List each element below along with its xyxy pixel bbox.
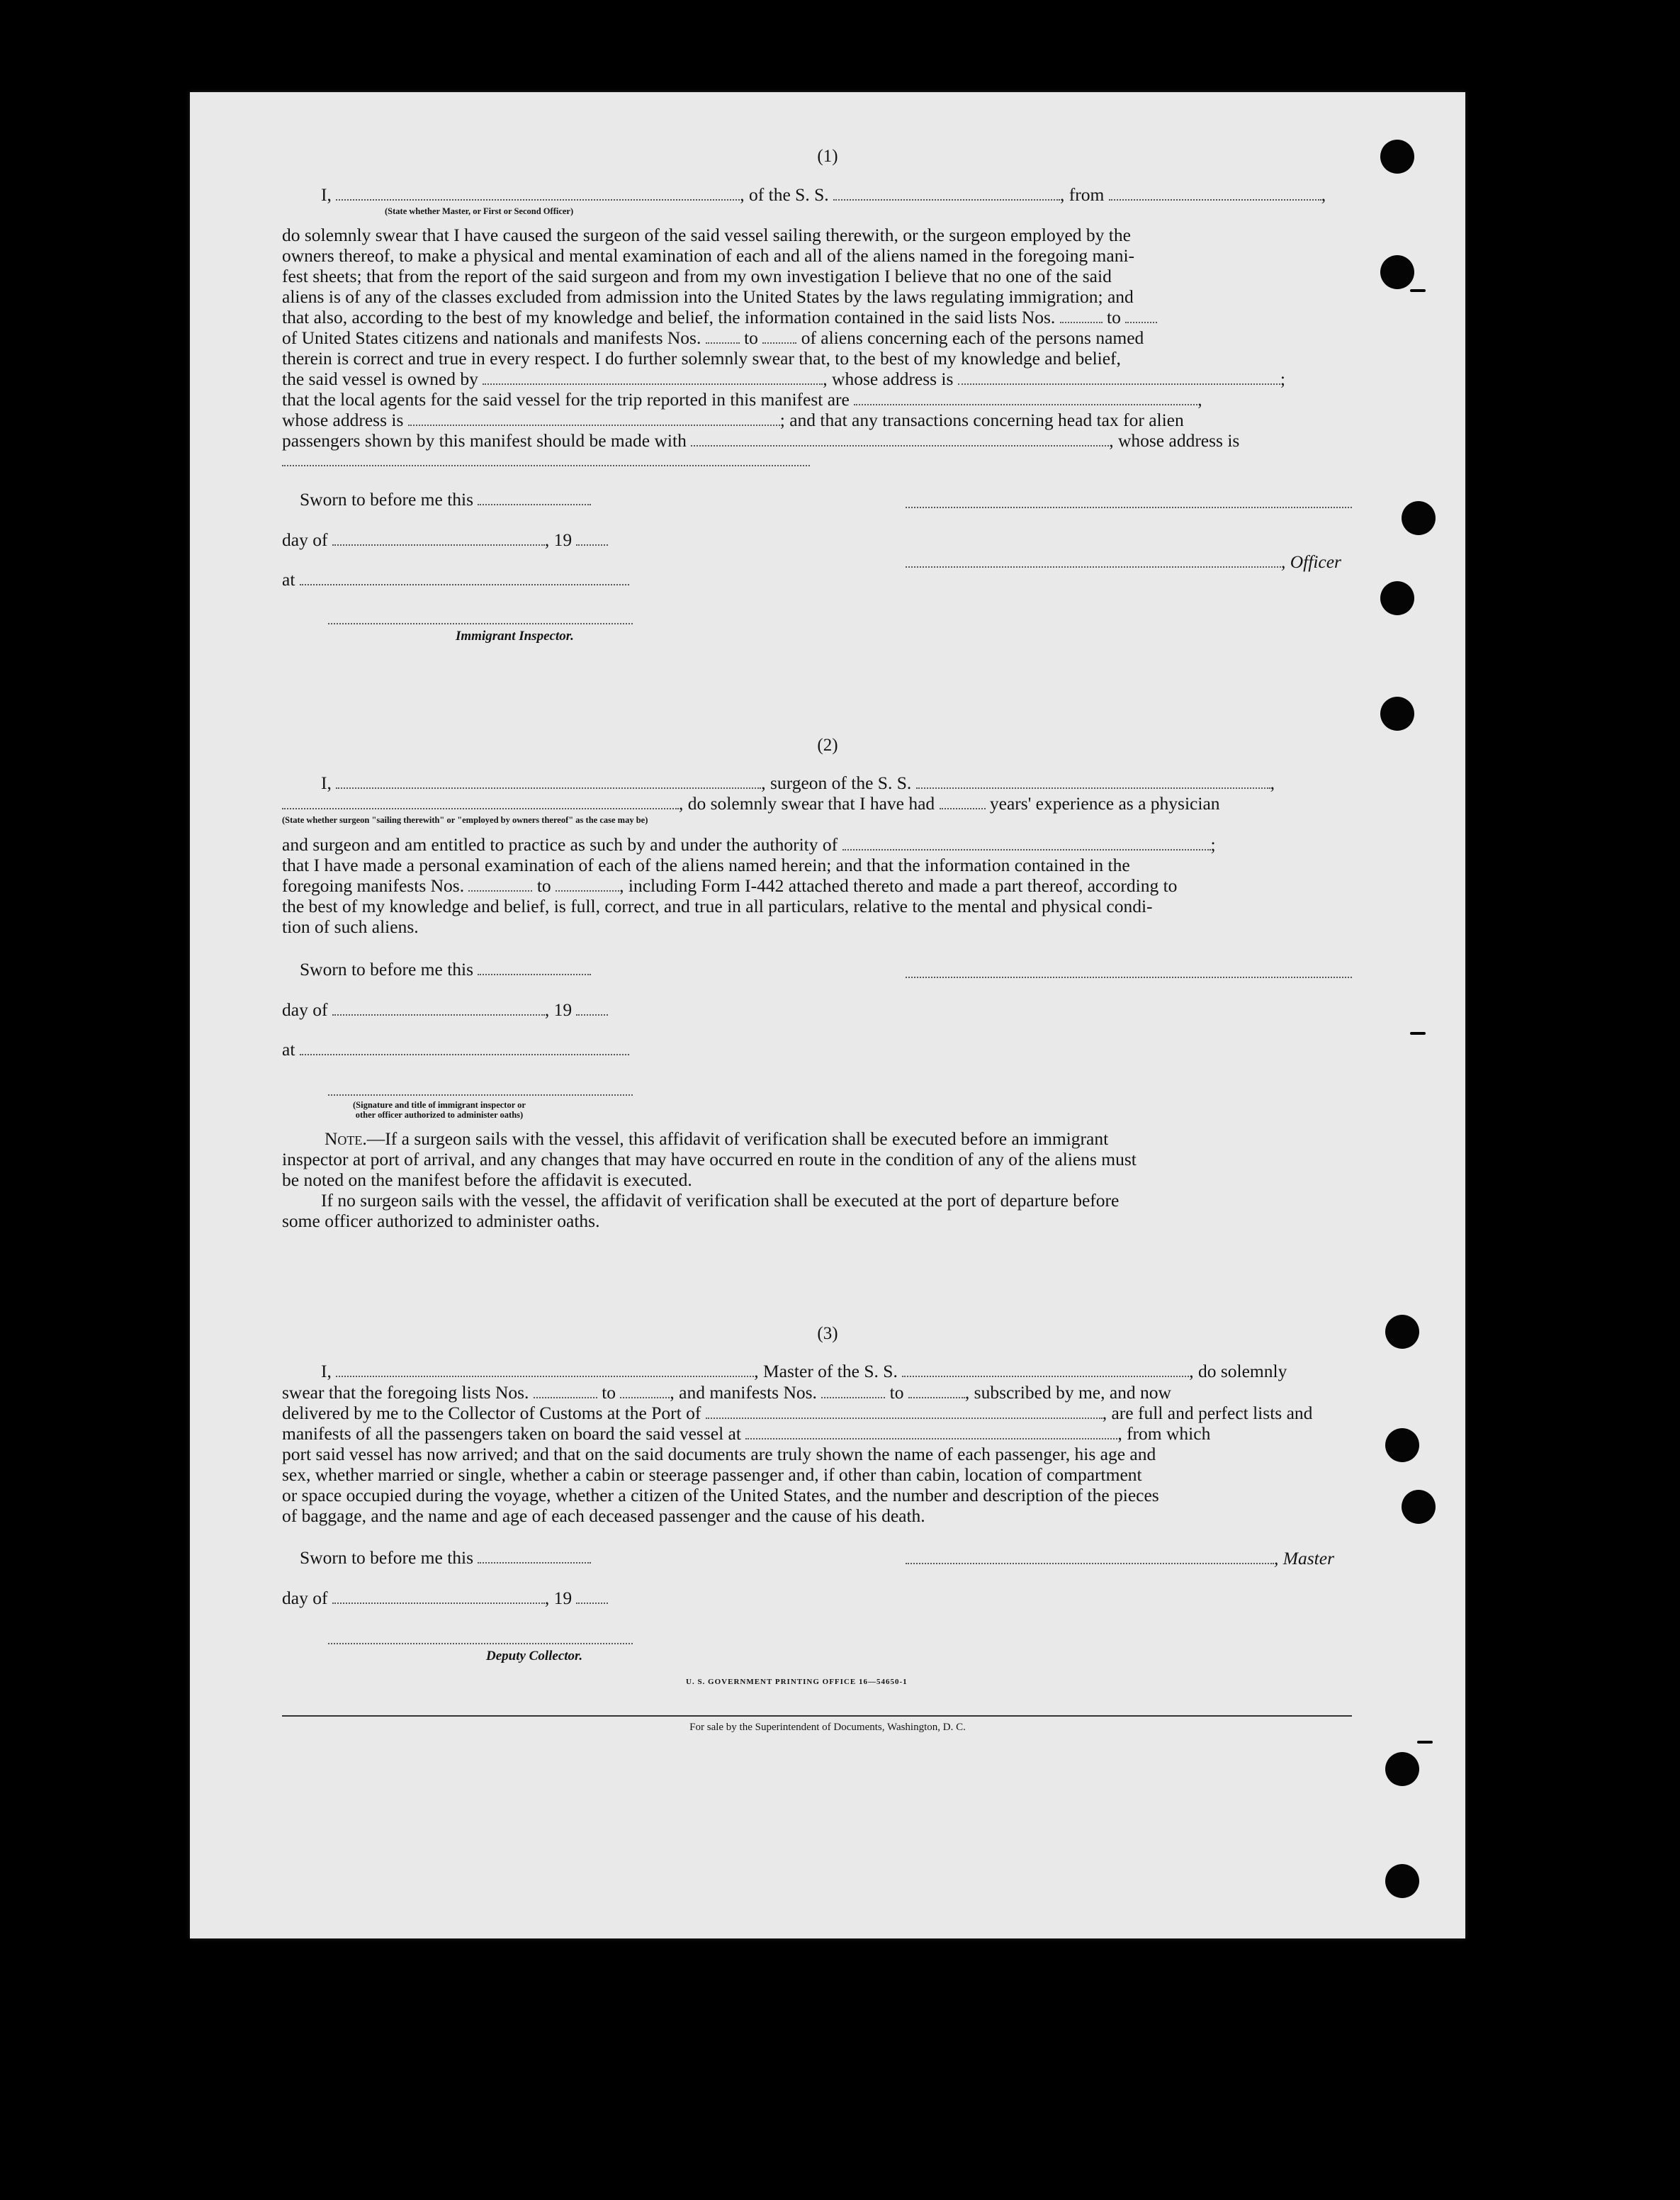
manifests-from-blank[interactable] [706,338,740,344]
punch-hole [1385,1864,1419,1898]
affidavit-3-body [282,1382,1352,1526]
year-blank-2[interactable] [576,1010,608,1016]
verification-note [282,1128,1352,1231]
punch-hole [1380,140,1414,174]
surgeon-status-blank[interactable] [282,804,679,809]
punch-hole [1385,1428,1419,1462]
note-line: some officer authorized to administer oaths. [282,1211,600,1231]
sworn-line-1 [300,489,591,510]
text-at: at [282,1039,295,1060]
body-line [282,327,1352,348]
collector-signature-blank[interactable] [328,1643,633,1644]
body-text: manifests of all the passengers taken on board the said vessel at [282,1423,741,1444]
text-sworn: Sworn to before me this [300,489,474,510]
body-text: , from which [1117,1423,1211,1444]
owner-address-blank[interactable] [958,379,1280,385]
manifests-to-blank-2[interactable] [556,886,619,892]
body-text: delivered by me to the Collector of Customs at the Port of [282,1403,701,1423]
body-line [282,1382,1352,1403]
lists-to-blank[interactable] [1125,318,1157,323]
text-at: at [282,569,295,590]
text-to: to [602,1382,616,1403]
body-line [282,410,1352,430]
text-year: , 19 [544,529,573,550]
officer-caption: , Officer [1281,551,1341,572]
punch-hole [1380,255,1414,289]
body-line [282,834,1352,855]
master-signature-blank[interactable] [906,1559,1274,1564]
body-text: , are full and perfect lists and [1102,1403,1313,1423]
text-master-of: , Master of the S. S. [754,1361,898,1381]
at-line-2 [282,1039,629,1060]
body-text: foregoing manifests Nos. [282,875,465,896]
embark-port-blank[interactable] [745,1434,1117,1439]
text-year: , 19 [544,1588,573,1608]
affidavit-1-line1 [321,184,1326,206]
body-line [282,1423,1352,1444]
text-i: I, [321,1361,332,1381]
note-text: —If a surgeon sails with the vessel, this affidavit of verification shall be executed before an immigrant [366,1128,1109,1149]
note-line: (Signature and title of immigrant inspector or [353,1100,526,1110]
edge-mark [1410,1032,1426,1035]
body-line: the best of my knowledge and belief, is full, correct, and true in all particulars, relative to the mental and physical condi- [282,896,1153,916]
signature-note-2 [353,1100,526,1120]
inspector-signature-blank[interactable] [328,623,633,624]
edge-mark [1417,1741,1433,1744]
sworn-line-3 [300,1547,591,1568]
sworn-day-blank[interactable] [478,500,591,505]
owner-blank[interactable] [483,379,823,385]
head-tax-agent-blank[interactable] [691,441,1109,447]
sworn-day-blank-3[interactable] [478,1558,591,1564]
section-number-3: (3) [817,1324,838,1343]
vessel-name-blank[interactable] [833,195,1060,201]
month-blank[interactable] [332,540,545,546]
day-of-line-2 [282,999,608,1021]
punch-hole [1380,581,1414,615]
body-text: years' experience as a physician [989,793,1220,814]
body-line: owners thereof, to make a physical and mental examination of each and all of the aliens named in the foregoing mani- [282,245,1135,266]
port-from-blank[interactable] [1109,195,1321,201]
body-line: of baggage, and the name and age of each deceased passenger and the cause of his death. [282,1505,925,1526]
body-text: of aliens concerning each of the persons named [801,327,1144,348]
body-text: , subscribed by me, and now [964,1382,1171,1403]
punch-hole [1385,1752,1419,1786]
text-sworn: Sworn to before me this [300,1547,474,1568]
lists-from-blank-3[interactable] [534,1393,597,1398]
section-number-1: (1) [817,147,838,166]
body-line [282,430,1352,451]
body-line: do solemnly swear that I have caused the surgeon of the said vessel sailing therewith, or the surgeon employed by the [282,225,1131,245]
body-line: fest sheets; that from the report of the said surgeon and from my own investigation I believe that no one of the said [282,266,1112,286]
text-comma: , [1197,389,1202,410]
body-line: sex, whether married or single, whether a cabin or steerage passenger and, if other than cabin, location of compartment [282,1464,1142,1485]
deputy-collector-caption: Deputy Collector. [486,1649,583,1663]
text-day-of: day of [282,1588,328,1608]
text-i: I, [321,773,332,793]
punch-hole [1402,501,1436,535]
text-to: to [889,1382,904,1403]
note-line: If no surgeon sails with the vessel, the affidavit of verification shall be executed at the port of departure before [321,1190,1120,1211]
note-line: other officer authorized to administer oaths) [355,1110,524,1120]
body-line: aliens is of any of the classes excluded from admission into the United States by the laws regulating immigration; and [282,286,1134,307]
punch-hole [1402,1490,1436,1524]
vessel-name-blank-3[interactable] [902,1371,1189,1377]
text-from: , from [1060,184,1105,205]
master-name-blank[interactable] [336,195,740,201]
master-signature-line [906,1548,1334,1569]
body-line [282,875,1352,896]
note-label: Note. [325,1128,367,1149]
body-text: passengers shown by this manifest should be made with [282,430,687,451]
lists-from-blank[interactable] [1060,318,1103,323]
text-comma: , [1321,184,1326,205]
master-caption: , Master [1274,1548,1334,1568]
body-text: the said vessel is owned by [282,369,478,389]
vessel-name-blank-2[interactable] [916,783,1270,789]
manifests-from-blank-3[interactable] [821,1393,885,1398]
body-text: of United States citizens and nationals and manifests Nos. [282,327,701,348]
body-line [282,389,1352,410]
affidavit-1-body [282,225,1352,451]
body-line [282,369,1352,389]
surgeon-name-blank[interactable] [336,783,761,789]
lists-to-blank-3[interactable] [620,1393,670,1398]
manifests-to-blank[interactable] [762,338,796,344]
body-text: swear that the foregoing lists Nos. [282,1382,529,1403]
day-of-line-1 [282,529,608,551]
body-text: that also, according to the best of my knowledge and belief, the information contained in the said lists Nos. [282,307,1056,327]
edge-mark [1410,289,1426,292]
text-do-solemnly: , do solemnly [1189,1361,1287,1381]
year-blank-3[interactable] [576,1598,608,1604]
body-text: , whose address is [823,369,954,389]
years-blank[interactable] [940,804,986,809]
footer-text: For sale by the Superintendent of Documents, Washington, D. C. [689,1722,966,1733]
punch-hole [1385,1315,1419,1349]
immigrant-inspector-caption: Immigrant Inspector. [456,629,574,644]
text-of-the-ss: , of the S. S. [740,184,829,205]
note-line [282,1128,1352,1149]
affidavit-1-line1-note: (State whether Master, or First or Second Officer) [385,206,574,216]
month-blank-3[interactable] [332,1598,545,1604]
agents-address-blank[interactable] [408,420,780,426]
form-page [190,92,1465,1938]
body-text: and surgeon and am entitled to practice as such by and under the authority of [282,834,838,855]
body-text: whose address is [282,410,404,430]
body-text: ; and that any transactions concerning head tax for alien [779,410,1184,430]
officer-signature-blank[interactable] [906,562,1281,568]
printing-office-imprint: U. S. GOVERNMENT PRINTING OFFICE 16—54650-1 [686,1678,908,1686]
place-blank-2[interactable] [300,1050,629,1055]
text-surgeon-of: , surgeon of the S. S. [761,773,912,793]
officer-line [906,551,1341,573]
note-line: be noted on the manifest before the affidavit is executed. [282,1169,692,1190]
at-line-1 [282,569,629,590]
text-year: , 19 [544,999,573,1020]
master-name-blank-3[interactable] [336,1371,754,1377]
day-of-line-3 [282,1588,608,1609]
body-line: port said vessel has now arrived; and that on the said documents are truly shown the name of each passenger, his age and [282,1444,1156,1464]
note-line: inspector at port of arrival, and any changes that may have occurred en route in the condition of any of the aliens must [282,1149,1137,1169]
place-blank[interactable] [300,580,629,585]
body-text: that the local agents for the said vessel for the trip reported in this manifest are [282,389,850,410]
surgeon-signature-blank[interactable] [906,977,1352,978]
text-to: to [1107,307,1121,327]
text-day-of: day of [282,999,328,1020]
body-line: therein is correct and true in every respect. I do further solemnly swear that, to the best of my knowledge and belief, [282,348,1121,369]
text-i: I, [321,184,332,205]
port-blank[interactable] [706,1413,1103,1419]
manifests-from-blank-2[interactable] [468,886,532,892]
affidavit-3-line1 [321,1361,1287,1382]
body-line: or space occupied during the voyage, whether a citizen of the United States, and the number and description of the pieces [282,1485,1159,1505]
text-semicolon: ; [1280,369,1285,389]
body-line: that I have made a personal examination of each of the aliens named herein; and that the information contained in the [282,855,1130,875]
affidavit-2-body [282,834,1352,937]
affidavit-2-line2-note: (State whether surgeon "sailing therewith" or "employed by owners thereof" as the case may be) [282,815,648,825]
manifests-to-blank-3[interactable] [908,1393,965,1398]
local-agents-blank[interactable] [854,400,1197,405]
body-text: , do solemnly swear that I have had [679,793,935,814]
body-text: , and manifests Nos. [670,1382,817,1403]
footer-rule [282,1715,1352,1717]
body-line [282,1403,1352,1423]
body-text: , whose address is [1109,430,1240,451]
officer-name-blank[interactable] [906,507,1352,508]
body-line: tion of such aliens. [282,916,419,937]
text-day-of: day of [282,529,328,550]
text-semicolon: ; [1210,834,1216,855]
sworn-day-blank-2[interactable] [478,970,591,975]
body-line [282,307,1352,327]
sworn-line-2 [300,959,591,980]
month-blank-2[interactable] [332,1010,545,1016]
section-number-2: (2) [817,736,838,755]
authority-blank[interactable] [842,845,1211,851]
body-text: , including Form I-442 attached thereto and made a part thereof, according to [619,875,1178,896]
text-comma: , [1270,773,1275,793]
year-blank[interactable] [576,540,608,546]
text-sworn: Sworn to before me this [300,959,474,980]
head-tax-address-blank[interactable] [282,465,810,466]
text-to: to [744,327,758,348]
text-to: to [536,875,551,896]
affidavit-2-line1 [321,773,1275,794]
inspector-signature-blank-2[interactable] [328,1094,633,1096]
affidavit-2-line2 [282,793,1220,814]
punch-hole [1380,697,1414,731]
